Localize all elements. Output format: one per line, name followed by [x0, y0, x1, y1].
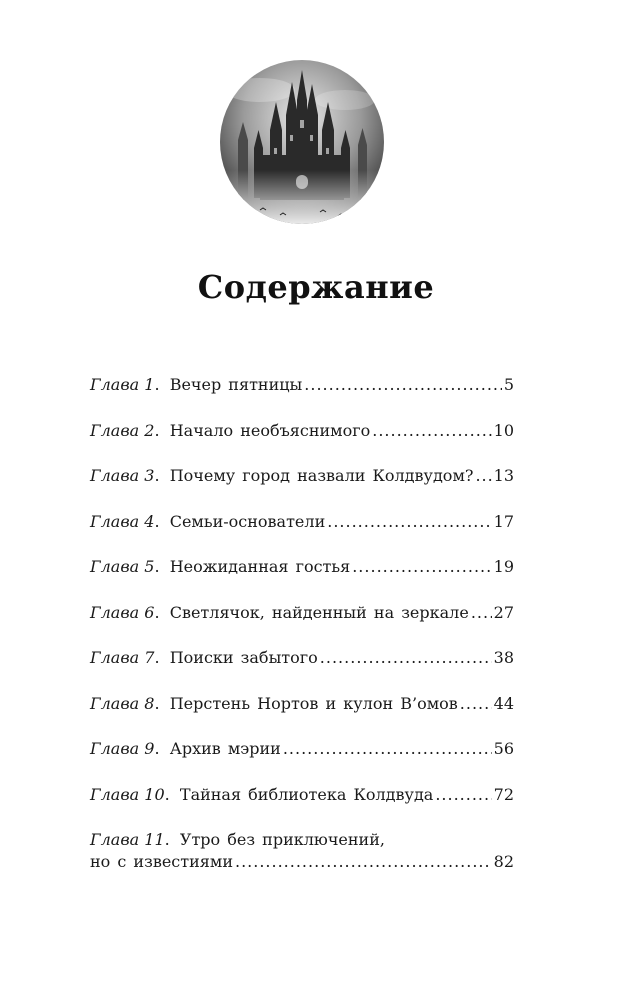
- chapter-title: Неожиданная гостья: [169, 557, 351, 576]
- gothic-castle-icon: [220, 60, 384, 224]
- page-number: 5: [503, 375, 514, 394]
- toc-entry: Глава 7 . Поиски забытого ..... 38: [90, 647, 514, 693]
- chapter-label: Глава 10: [90, 784, 165, 804]
- chapter-title: Семьи-основатели: [169, 511, 326, 531]
- toc-entry: Глава 5 . Неожиданная гостья ..... 19: [90, 556, 514, 602]
- toc-entry: Глава 6 . Светлячок, найденный на зеркале ..... 27: [90, 602, 514, 648]
- chapter-title: Поиски забытого: [169, 648, 318, 667]
- chapter-label: Глава 3: [90, 466, 155, 485]
- page-number: 72: [493, 784, 514, 804]
- toc-entry: Глава 2 . Начало необъяснимого ..... 10: [90, 420, 514, 466]
- table-of-contents: [90, 374, 514, 889]
- toc-entry: Глава 10 . Тайная библиотека Колдвуда ..... 72: [90, 784, 514, 830]
- chapter-title-continued: но с известиями: [90, 852, 233, 871]
- page-number: 56: [493, 739, 514, 758]
- chapter-title: Вечер пятницы: [169, 375, 303, 394]
- toc-entry: Глава 11 . Утро без приключений, но с известиями ..... 82: [90, 829, 514, 889]
- chapter-title: Почему город назвали Колдвудом?: [169, 466, 474, 485]
- castle-emblem: [220, 60, 384, 224]
- chapter-label: Глава 8: [90, 693, 155, 713]
- page-number: 38: [493, 648, 514, 667]
- page-number: 82: [493, 852, 514, 871]
- chapter-label: Глава 7: [90, 648, 155, 667]
- chapter-label: Глава 9: [90, 739, 155, 758]
- page-number: 17: [493, 511, 514, 531]
- chapter-title: Утро без приключений,: [179, 830, 385, 849]
- chapter-label: Глава 11: [90, 830, 165, 849]
- chapter-label: Глава 1: [90, 375, 155, 394]
- toc-entry: Глава 8 . Перстень Нортов и кулон В’омов ..... 44: [90, 693, 514, 739]
- toc-entry: Глава 3 . Почему город назвали Колдвудом? ..... 13: [90, 465, 514, 511]
- chapter-label: Глава 5: [90, 557, 155, 576]
- dot-leader: [327, 511, 491, 533]
- toc-entry: Глава 4 . Семьи-основатели ..... 17: [90, 511, 514, 557]
- chapter-title: Светлячок, найденный на зеркале: [169, 602, 469, 622]
- dot-leader: [460, 693, 492, 715]
- dot-leader: [235, 851, 492, 873]
- page-number: 13: [493, 466, 514, 485]
- toc-entry: Глава 1 . Вечер пятницы ..... 5: [90, 374, 514, 420]
- chapter-label: Глава 4: [90, 511, 155, 531]
- chapter-label: Глава 2: [90, 420, 155, 440]
- chapter-title: Тайная библиотека Колдвуда: [179, 784, 434, 804]
- chapter-label: Глава 6: [90, 602, 155, 622]
- chapter-title: Начало необъяснимого: [169, 420, 371, 440]
- dot-leader: [283, 738, 492, 760]
- page-number: 27: [493, 602, 514, 622]
- page-number: 44: [493, 693, 514, 713]
- dot-leader: [352, 556, 491, 578]
- page-number: 10: [493, 420, 514, 440]
- dot-leader: [471, 602, 492, 624]
- dot-leader: [435, 784, 491, 806]
- toc-entry: Глава 9 . Архив мэрии ..... 56: [90, 738, 514, 784]
- dot-leader: [320, 647, 492, 669]
- chapter-title: Архив мэрии: [169, 739, 281, 758]
- page-title: Содержание: [197, 268, 435, 306]
- page-number: 19: [493, 557, 514, 576]
- dot-leader: [475, 465, 491, 487]
- dot-leader: [304, 374, 502, 396]
- dot-leader: [372, 420, 491, 442]
- chapter-title: Перстень Нортов и кулон В’омов: [169, 693, 458, 713]
